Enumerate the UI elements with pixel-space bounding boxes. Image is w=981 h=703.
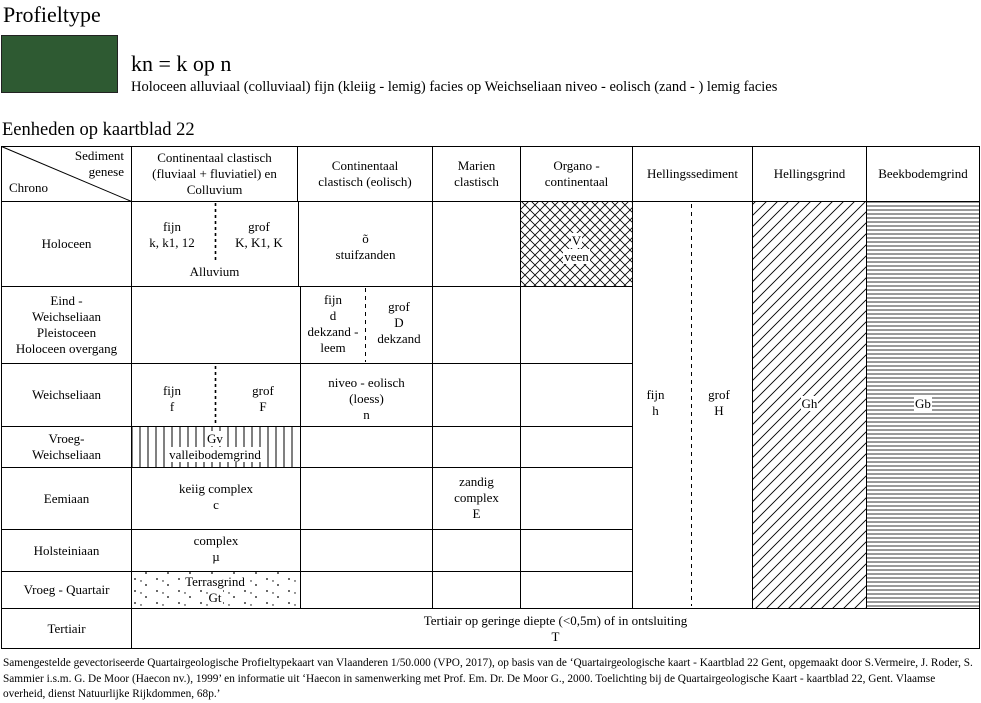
corner-sediment-label: Sediment genese [74,148,124,179]
row-vroeg-quartair: Vroeg - Quartair [23,582,110,597]
cell-valleibodemgrind: Gv valleibodemgrind [169,431,261,462]
cell-dekzand-leem: fijn d dekzand - leem [307,292,359,355]
cell-beekbodemgrind-gb: Gb [915,396,931,411]
row-holsteiniaan: Holsteiniaan [33,542,100,558]
row-eind-weichseliaan: Eind - Weichseliaan Pleistoceen Holoceen overgang [15,293,118,356]
row-eemiaan: Eemiaan [43,490,90,506]
cell-hellingssediment-fijn: fijn h [646,387,665,418]
row-vroeg-weichseliaan: Vroeg- Weichseliaan [32,431,101,462]
cell-hellingssediment-grof: grof H [708,387,730,418]
row-tertiair: Tertiair [47,620,86,636]
cell-weichseliaan-fijn: fijn f [162,383,182,414]
cell-stuifzanden: õ stuifzanden [335,231,396,262]
legend-code: kn = k op n [131,51,232,76]
col-marien-clastisch: Marien clastisch [454,158,499,189]
source-footnote: Samengestelde gevectoriseerde Quartairgeologische Profieltypekaart van Vlaanderen 1/50.000 (VPO, 2017), op basis van de ‘Quartairgeologische kaart - Kaartblad 22 Gent, opgemaakt door S.Vermeire, J. Roder, S. Sammier i.s.m. G. De Moor (Haecon nv.), 1999’ en informatie uit ‘Haecon in samenwerking met Prof. Em. Dr. De Moor G., 2000. Toelichting bij de Quartairgeologische Kaart - kaartblad 22, Gent. Vlaamse overheid, dienst Natuurlijke Rijkdommen, 68p.’ [3,657,973,700]
row-weichseliaan: Weichseliaan [32,387,101,402]
row-holoceen: Holoceen [41,236,92,251]
col-continentaal-eolisch: Continentaal clastisch (eolisch) [318,158,412,189]
col-organo-continentaal: Organo - continentaal [544,158,609,189]
cell-holoceen-grof: grof K, K1, K [235,219,283,250]
corner-chrono-label: Chrono [9,180,48,195]
col-continentaal-clastisch: Continentaal clastisch (fluviaal + fluviatiel) en Colluvium [152,150,277,197]
cell-hellingsgrind-gh: Gh [801,396,818,411]
cell-complex-mu: complex µ [193,533,239,564]
cell-veen: V veen [564,233,589,264]
col-hellingsgrind: Hellingsgrind [773,166,846,181]
cell-tertiair: Tertiair op geringe diepte (<0,5m) of in ontsluiting T [423,613,688,644]
cell-holoceen-fijn: fijn k, k1, 12 [149,219,195,250]
cell-terrasgrind: Terrasgrind Gt [185,574,245,605]
cell-keiig-complex: keiig complex c [178,481,253,512]
cell-weichseliaan-grof: grof F [252,383,274,414]
cell-alluvium: Alluvium [189,264,240,279]
cell-dekzand: grof D dekzand [377,299,421,346]
col-hellingssediment: Hellingssediment [647,166,738,181]
col-beekbodemgrind: Beekbodemgrind [878,166,968,181]
section-subtitle: Eenheden op kaartblad 22 [2,120,195,140]
cell-loess: niveo - eolisch (loess) n [328,375,405,422]
legend-description: Holoceen alluviaal (colluviaal) fijn (kleiig - lemig) facies op Weichseliaan niveo - eolisch (zand - ) lemig facies [131,79,778,95]
page-title: Profieltype [3,2,101,27]
cell-zandig-complex: zandig complex E [454,474,499,521]
